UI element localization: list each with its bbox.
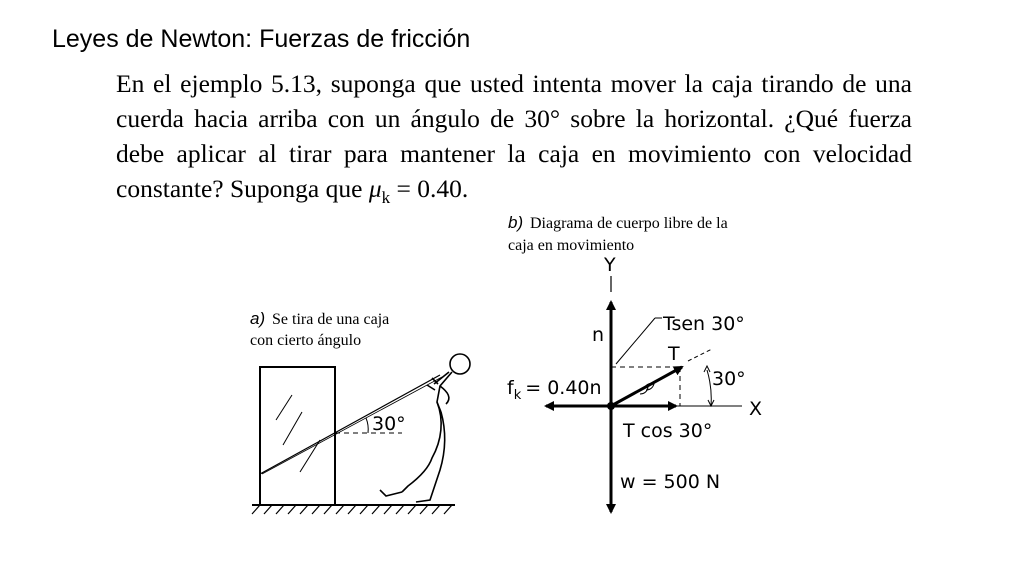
angle-label: 30° bbox=[372, 413, 406, 435]
mu-subscript: k bbox=[381, 188, 391, 208]
problem-text: En el ejemplo 5.13, suponga que usted intenta mover la caja tirando de una cuerda hacia arriba con un ángulo de 30° sobre la horizontal. ¿Qué fuerza debe aplicar al tirar para mantener la caja en movimiento con velocidad constante? Suponga que bbox=[116, 69, 912, 203]
t-cos-label: T cos 30° bbox=[623, 420, 713, 442]
y-axis-label: Y bbox=[604, 254, 616, 276]
figure-a bbox=[250, 309, 470, 514]
angle-arc bbox=[366, 418, 368, 433]
figure-a-caption-line1: Se tira de una caja bbox=[272, 311, 390, 328]
t-sin-label: Tsen 30° bbox=[663, 313, 745, 335]
tension-arrow bbox=[611, 367, 682, 406]
angle-arc-b bbox=[707, 370, 711, 406]
box bbox=[260, 367, 335, 505]
tension-extension bbox=[688, 349, 712, 361]
figure-b-letter: b) bbox=[508, 213, 524, 232]
ground-hatching bbox=[252, 505, 452, 514]
slide-title: Leyes de Newton: Fuerzas de fricción bbox=[52, 25, 471, 53]
mu-value: = 0.40. bbox=[396, 174, 469, 203]
normal-force-label: n bbox=[592, 324, 605, 346]
rope-edge bbox=[262, 377, 442, 474]
origin-dot bbox=[607, 402, 615, 410]
figure-a-letter: a) bbox=[250, 309, 266, 328]
x-axis-label: X bbox=[749, 398, 763, 420]
angle-label-b: 30° bbox=[712, 368, 746, 390]
figure-b bbox=[507, 213, 762, 512]
figure-b-caption-line2: caja en movimiento bbox=[508, 237, 635, 254]
rope bbox=[260, 375, 440, 474]
mu-symbol: μ bbox=[368, 174, 382, 203]
friction-subscript: k bbox=[513, 388, 522, 403]
tension-label: T bbox=[668, 343, 680, 365]
friction-equation: = 0.40n bbox=[525, 377, 602, 399]
friction-label bbox=[507, 377, 602, 403]
weight-label: w = 500 N bbox=[620, 471, 721, 493]
figure-b-caption-line1: Diagrama de cuerpo libre de la bbox=[530, 215, 728, 232]
friction-symbol: f bbox=[507, 377, 514, 399]
figure-a-caption-line2: con cierto ángulo bbox=[250, 332, 362, 349]
t-sin-leader bbox=[616, 318, 655, 364]
box-reflection-marks bbox=[276, 395, 320, 472]
